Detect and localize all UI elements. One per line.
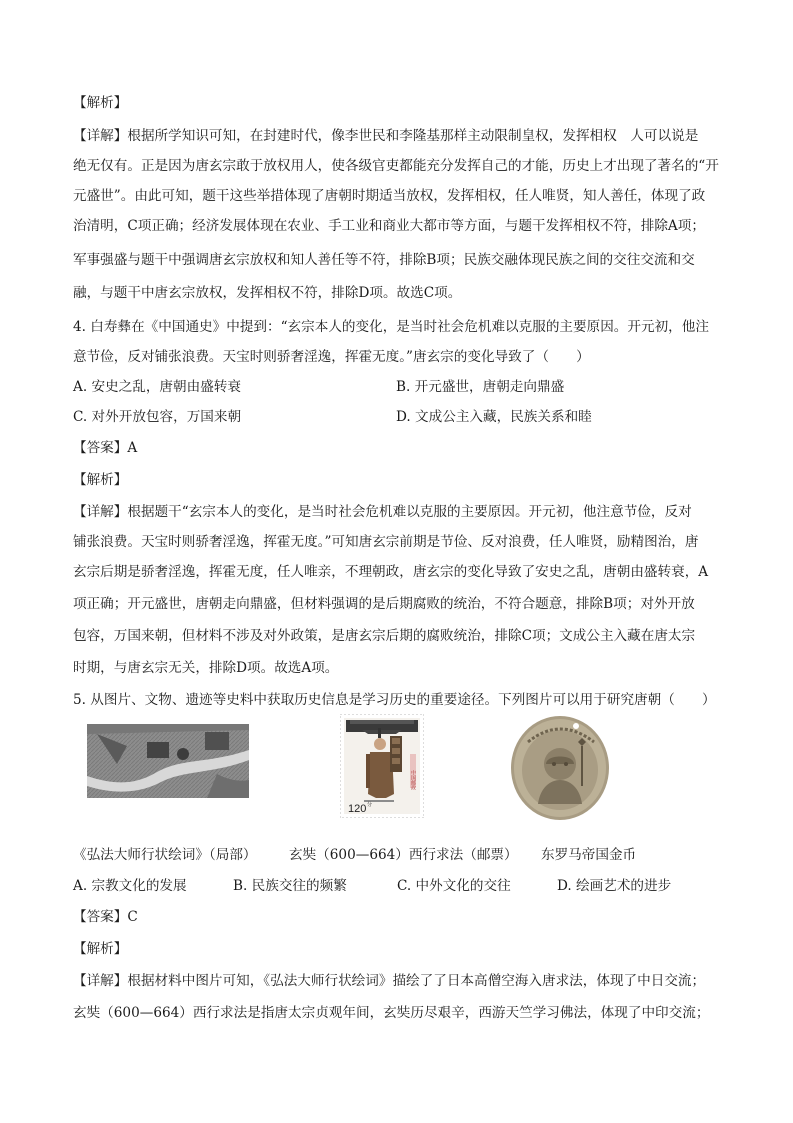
q4-option-b: B. 开元盛世，唐朝走向鼎盛	[396, 379, 565, 395]
q3-detail-line-3: 元盛世”。由此可知，题干这些举措体现了唐朝时期适当放权，发挥相权，任人唯贤，知人善任，体现了政	[73, 188, 706, 204]
q5-answer: 【答案】C	[73, 909, 138, 925]
q3-detail-line-2: 绝无仅有。正是因为唐玄宗敢于放权用人，使各级官吏都能充分发挥自己的才能，历史上才出现了著名的“开	[73, 158, 719, 174]
q4-analysis-heading: 【解析】	[73, 472, 128, 488]
caption-coin: 东罗马帝国金币	[541, 847, 637, 863]
q4-detail-line-6: 时期，与唐玄宗无关，排除D项。故选A项。	[73, 660, 339, 676]
caption-painting: 《弘法大师行状绘词》（局部）	[73, 847, 257, 863]
q4-option-d: D. 文成公主入藏，民族关系和睦	[396, 409, 592, 425]
q4-stem-line-2: 意节俭，反对铺张浪费。天宝时则骄奢淫逸，挥霍无度。”唐玄宗的变化导致了（ ）	[73, 349, 590, 365]
q4-stem-line-1: 4. 白寿彝在《中国通史》中提到：“玄宗本人的变化，是当时社会危机难以克服的主要原因。开元初，他注	[73, 319, 709, 335]
q5-option-c: C. 中外文化的交往	[397, 878, 511, 894]
q4-option-c: C. 对外开放包容，万国来朝	[73, 409, 242, 425]
q5-option-b: B. 民族交往的频繁	[233, 878, 347, 894]
stamp-unit-text: 分	[367, 802, 373, 808]
q3-detail-line-4: 治清明，C项正确；经济发展体现在农业、手工业和商业大都市等方面，与题干发挥相权不符，排除A项；	[73, 218, 705, 234]
q4-answer: 【答案】A	[73, 440, 138, 456]
stamp-value-text: 120	[348, 803, 367, 815]
analysis-heading: 【解析】	[73, 95, 128, 111]
q3-detail-line-6: 融，与题干中唐玄宗放权，发挥相权不符，排除D项。故选C项。	[73, 285, 462, 301]
q4-option-a: A. 安史之乱，唐朝由盛转衰	[73, 379, 241, 395]
q3-detail-line-1: 【详解】根据所学知识可知，在封建时代，像李世民和李隆基那样主动限制皇权，发挥相权 人可以说是	[73, 128, 699, 144]
q4-detail-line-4: 项正确；开元盛世，唐朝走向鼎盛，但材料强调的是后期腐败的统治，不符合题意，排除B项；对外开放	[73, 596, 695, 612]
q5-detail-line-2: 玄奘（600—664）西行求法是指唐太宗贞观年间，玄奘历尽艰辛，西游天竺学习佛法，体现了中印交流；	[73, 1005, 710, 1021]
q5-analysis-heading: 【解析】	[73, 941, 128, 957]
q5-stem: 5. 从图片、文物、遗迹等史料中获取历史信息是学习历史的重要途径。下列图片可以用于研究唐朝（ ）	[73, 692, 716, 708]
q5-option-a: A. 宗教文化的发展	[73, 878, 187, 894]
q4-detail-line-3: 玄宗后期是骄奢淫逸，挥霍无度，任人唯亲，不理朝政，唐玄宗的变化导致了安史之乱，唐朝由盛转衰，A	[73, 564, 709, 580]
q5-option-d: D. 绘画艺术的进步	[557, 878, 672, 894]
q4-detail-line-2: 铺张浪费。天宝时则骄奢淫逸，挥霍无度。”可知唐玄宗前期是节俭、反对浪费，任人唯贤，励精图治，唐	[73, 534, 699, 550]
painting-image	[87, 724, 249, 798]
q3-detail-line-5: 军事强盛与题干中强调唐玄宗放权和知人善任等不符，排除B项；民族交融体现民族之间的交往交流和交	[73, 252, 695, 268]
caption-stamp: 玄奘（600—664）西行求法（邮票）	[289, 847, 518, 863]
q5-detail-line-1: 【详解】根据材料中图片可知，《弘法大师行状绘词》描绘了了日本高僧空海入唐求法，体现了中日交流；	[73, 973, 706, 989]
q4-detail-line-5: 包容，万国来朝，但材料不涉及对外政策，是唐玄宗后期的腐败统治，排除C项；文成公主入藏在唐太宗	[73, 628, 696, 644]
q4-detail-line-1: 【详解】根据题干“玄宗本人的变化，是当时社会危机难以克服的主要原因。开元初，他注意节俭，反对	[73, 504, 692, 520]
stamp-image	[340, 714, 424, 818]
stamp-country-text: 中国邮政	[410, 770, 416, 790]
gold-coin-image	[508, 712, 612, 822]
